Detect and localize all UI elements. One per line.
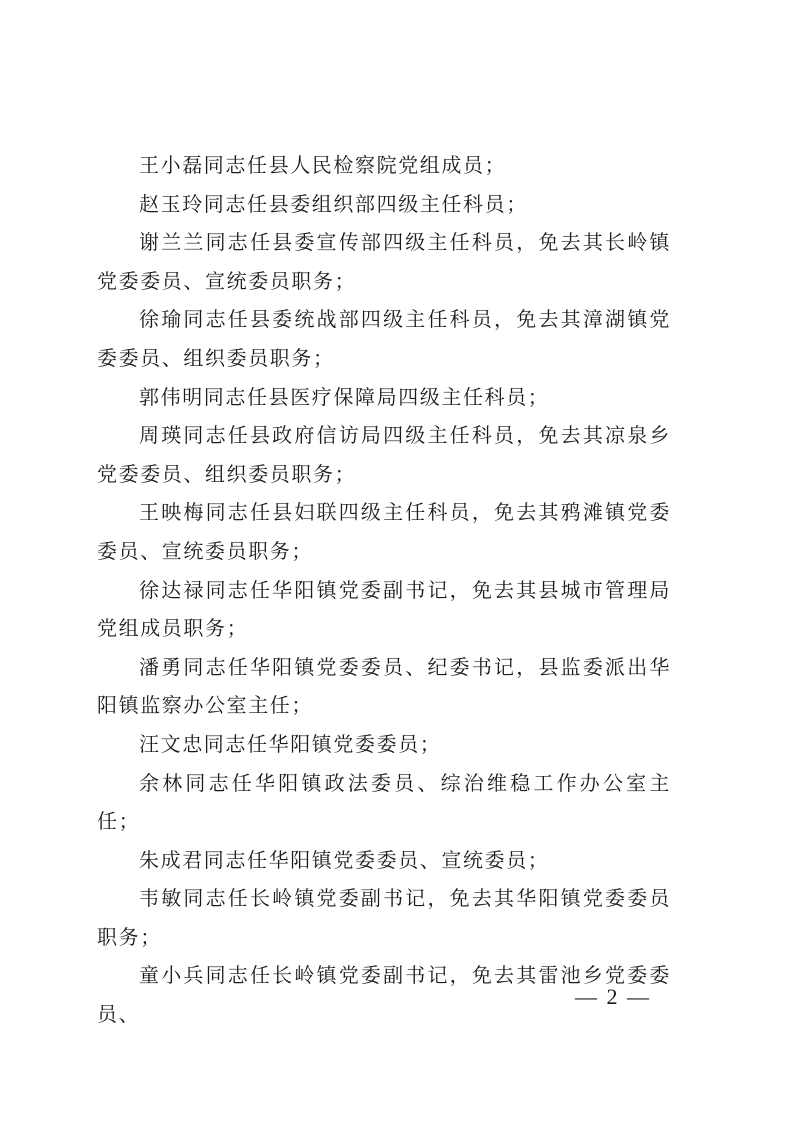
paragraph: 王小磊同志任县人民检察院党组成员； — [139, 153, 507, 177]
paragraph: 徐瑜同志任县委统战部四级主任科员，免去其漳湖镇党委委员、组织委员职务； — [97, 307, 671, 370]
paragraph: 赵玉玲同志任县委组织部四级主任科员； — [139, 191, 528, 216]
page-number: — 2 — — [575, 984, 651, 1009]
document-body — [97, 146, 671, 1034]
paragraph: 朱成君同志任华阳镇党委委员、宣统委员； — [139, 847, 550, 872]
paragraph: 韦敏同志任长岭镇党委副书记，免去其华阳镇党委委员职务； — [97, 886, 671, 949]
paragraph: 徐达禄同志任华阳镇党委副书记，免去其县城市管理局党组成员职务； — [97, 577, 671, 641]
paragraph: 潘勇同志任华阳镇党委委员、纪委书记，县监委派出华阳镇监察办公室主任； — [97, 654, 671, 718]
paragraph: 汪文忠同志任华阳镇党委委员； — [139, 731, 442, 756]
paragraph: 余林同志任华阳镇政法委员、综治维稳工作办公室主任； — [97, 770, 671, 834]
paragraph: 周瑛同志任县政府信访局四级主任科员，免去其凉泉乡党委委员、组织委员职务； — [97, 423, 671, 486]
paragraph: 谢兰兰同志任县委宣传部四级主任科员，免去其长岭镇党委委员、宣统委员职务； — [97, 230, 671, 293]
paragraph: 王映梅同志任县妇联四级主任科员，免去其鸦滩镇党委委员、宣统委员职务； — [97, 500, 671, 563]
paragraph: 童小兵同志任长岭镇党委副书记，免去其雷池乡党委委员、 — [97, 963, 671, 1027]
paragraph: 郭伟明同志任县医疗保障局四级主任科员； — [139, 384, 550, 409]
